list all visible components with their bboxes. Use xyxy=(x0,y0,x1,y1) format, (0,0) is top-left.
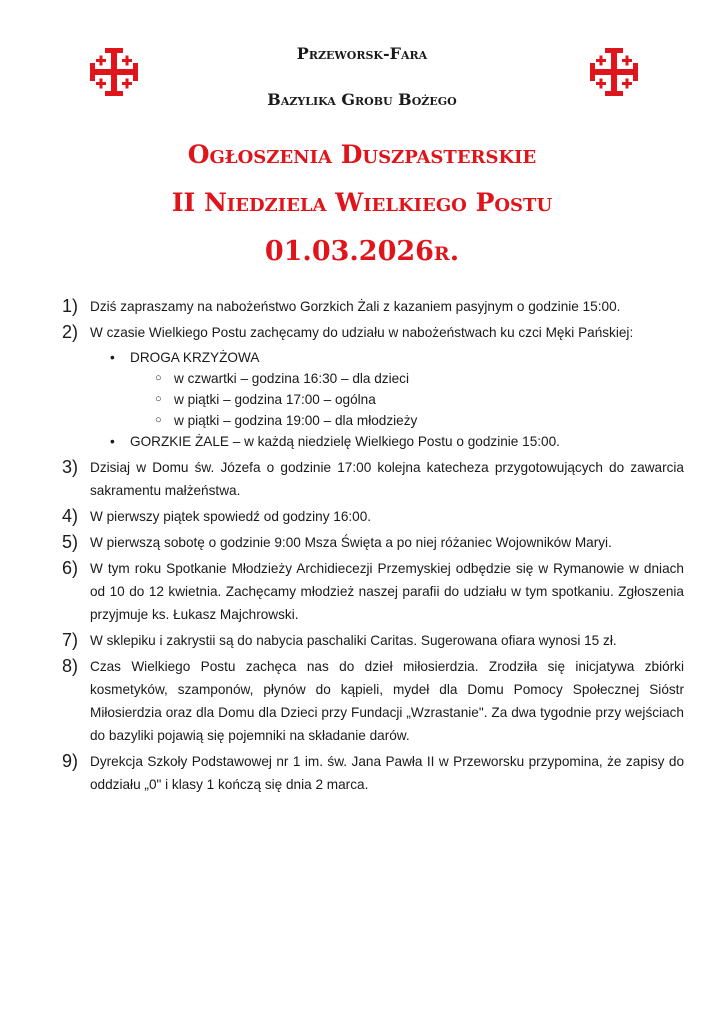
announcement-item xyxy=(62,295,684,318)
item-number: 2) xyxy=(62,322,79,342)
item-text: W pierwszy piątek spowiedź od godziny 16:00. xyxy=(90,509,372,524)
item-number: 1) xyxy=(62,296,79,316)
church-name: Bazylika Grobu Bożego xyxy=(267,90,457,109)
item-text: Dzisiaj w Domu św. Józefa o godzinie 17:00 kolejna katecheza przygotowujących do zawarcia sakramentu małżeństwa. xyxy=(90,460,684,498)
announcement-item xyxy=(62,629,684,652)
sub-bullet-item xyxy=(62,368,684,389)
item-number: 8) xyxy=(62,656,79,676)
item-text: Dyrekcja Szkoły Podstawowej nr 1 im. św. Jana Pawła II w Przeworsku przypomina, że zapisy do oddziału „0" i klasy 1 kończą się dnia 2 marca. xyxy=(90,754,684,792)
devotions-list xyxy=(62,347,684,452)
item-number: 9) xyxy=(62,751,79,771)
bullet-text: DROGA KRZYŻOWA xyxy=(130,350,260,365)
announcement-item xyxy=(62,531,684,554)
page-subtitle: II Niedziela Wielkiego Postu xyxy=(171,188,553,217)
item-number: 5) xyxy=(62,532,79,552)
circle-bullet-icon: ○ xyxy=(155,393,162,405)
circle-bullet-icon: ○ xyxy=(155,372,162,384)
bullet-icon: • xyxy=(110,434,115,449)
announcement-item xyxy=(62,557,684,626)
item-text: W czasie Wielkiego Postu zachęcamy do udziału w nabożeństwach ku czci Męki Pańskiej: xyxy=(90,325,634,340)
item-text: Czas Wielkiego Postu zachęca nas do dzieł miłosierdzia. Zrodziła się inicjatywa zbiórki kosmetyków, szamponów, płynów do kąpieli, mydeł dla Domu Pomocy Społecznej Sióstr Miłosierdzia oraz dla Domu dla Dzieci przy Fundacji „Wzrastanie". Za dwa tygodnie przy wejściach do bazyliki pojawią się pojemniki na składanie darów. xyxy=(90,659,684,743)
circle-bullet-icon: ○ xyxy=(155,414,162,426)
item-text: Dziś zapraszamy na nabożeństwo Gorzkich Żali z kazaniem pasyjnym o godzinie 15:00. xyxy=(90,299,621,314)
page-date: 01.03.2026r. xyxy=(264,236,460,267)
item-text: W sklepiku i zakrystii są do nabycia paschaliki Caritas. Sugerowana ofiara wynosi 15 zł. xyxy=(90,633,617,648)
sub-bullet-text: w piątki – godzina 17:00 – ogólna xyxy=(174,392,376,407)
announcement-item xyxy=(62,750,684,796)
bullet-icon: • xyxy=(110,350,115,365)
item-number: 6) xyxy=(62,558,79,578)
sub-bullet-item xyxy=(62,389,684,410)
sub-bullet-item xyxy=(62,410,684,431)
sub-bullet-text: w piątki – godzina 19:00 – dla młodzieży xyxy=(174,413,418,428)
item-number: 4) xyxy=(62,506,79,526)
bullet-text: GORZKIE ŻALE – w każdą niedzielę Wielkiego Postu o godzinie 15:00. xyxy=(130,434,560,449)
announcement-item xyxy=(62,321,684,344)
announcement-item xyxy=(62,456,684,502)
announcements-list xyxy=(62,295,684,799)
announcement-item xyxy=(62,505,684,528)
parish-name: Przeworsk-Fara xyxy=(296,44,428,63)
bullet-item xyxy=(62,431,684,452)
sub-bullet-text: w czwartki – godzina 16:30 – dla dzieci xyxy=(174,371,409,386)
bullet-item xyxy=(62,347,684,368)
item-text: W tym roku Spotkanie Młodzieży Archidiecezji Przemyskiej odbędzie się w Rymanowie w dniach od 10 do 12 kwietnia. Zachęcamy młodzież naszej parafii do udziału w tym spotkaniu. Zgłoszenia przyjmuje ks. Łukasz Majchrowski. xyxy=(90,561,684,622)
item-number: 3) xyxy=(62,457,79,477)
item-text: W pierwszą sobotę o godzinie 9:00 Msza Święta a po niej różaniec Wojowników Maryi. xyxy=(90,535,612,550)
page-title: Ogłoszenia Duszpasterskie xyxy=(187,140,537,169)
item-number: 7) xyxy=(62,630,79,650)
announcement-item xyxy=(62,655,684,747)
